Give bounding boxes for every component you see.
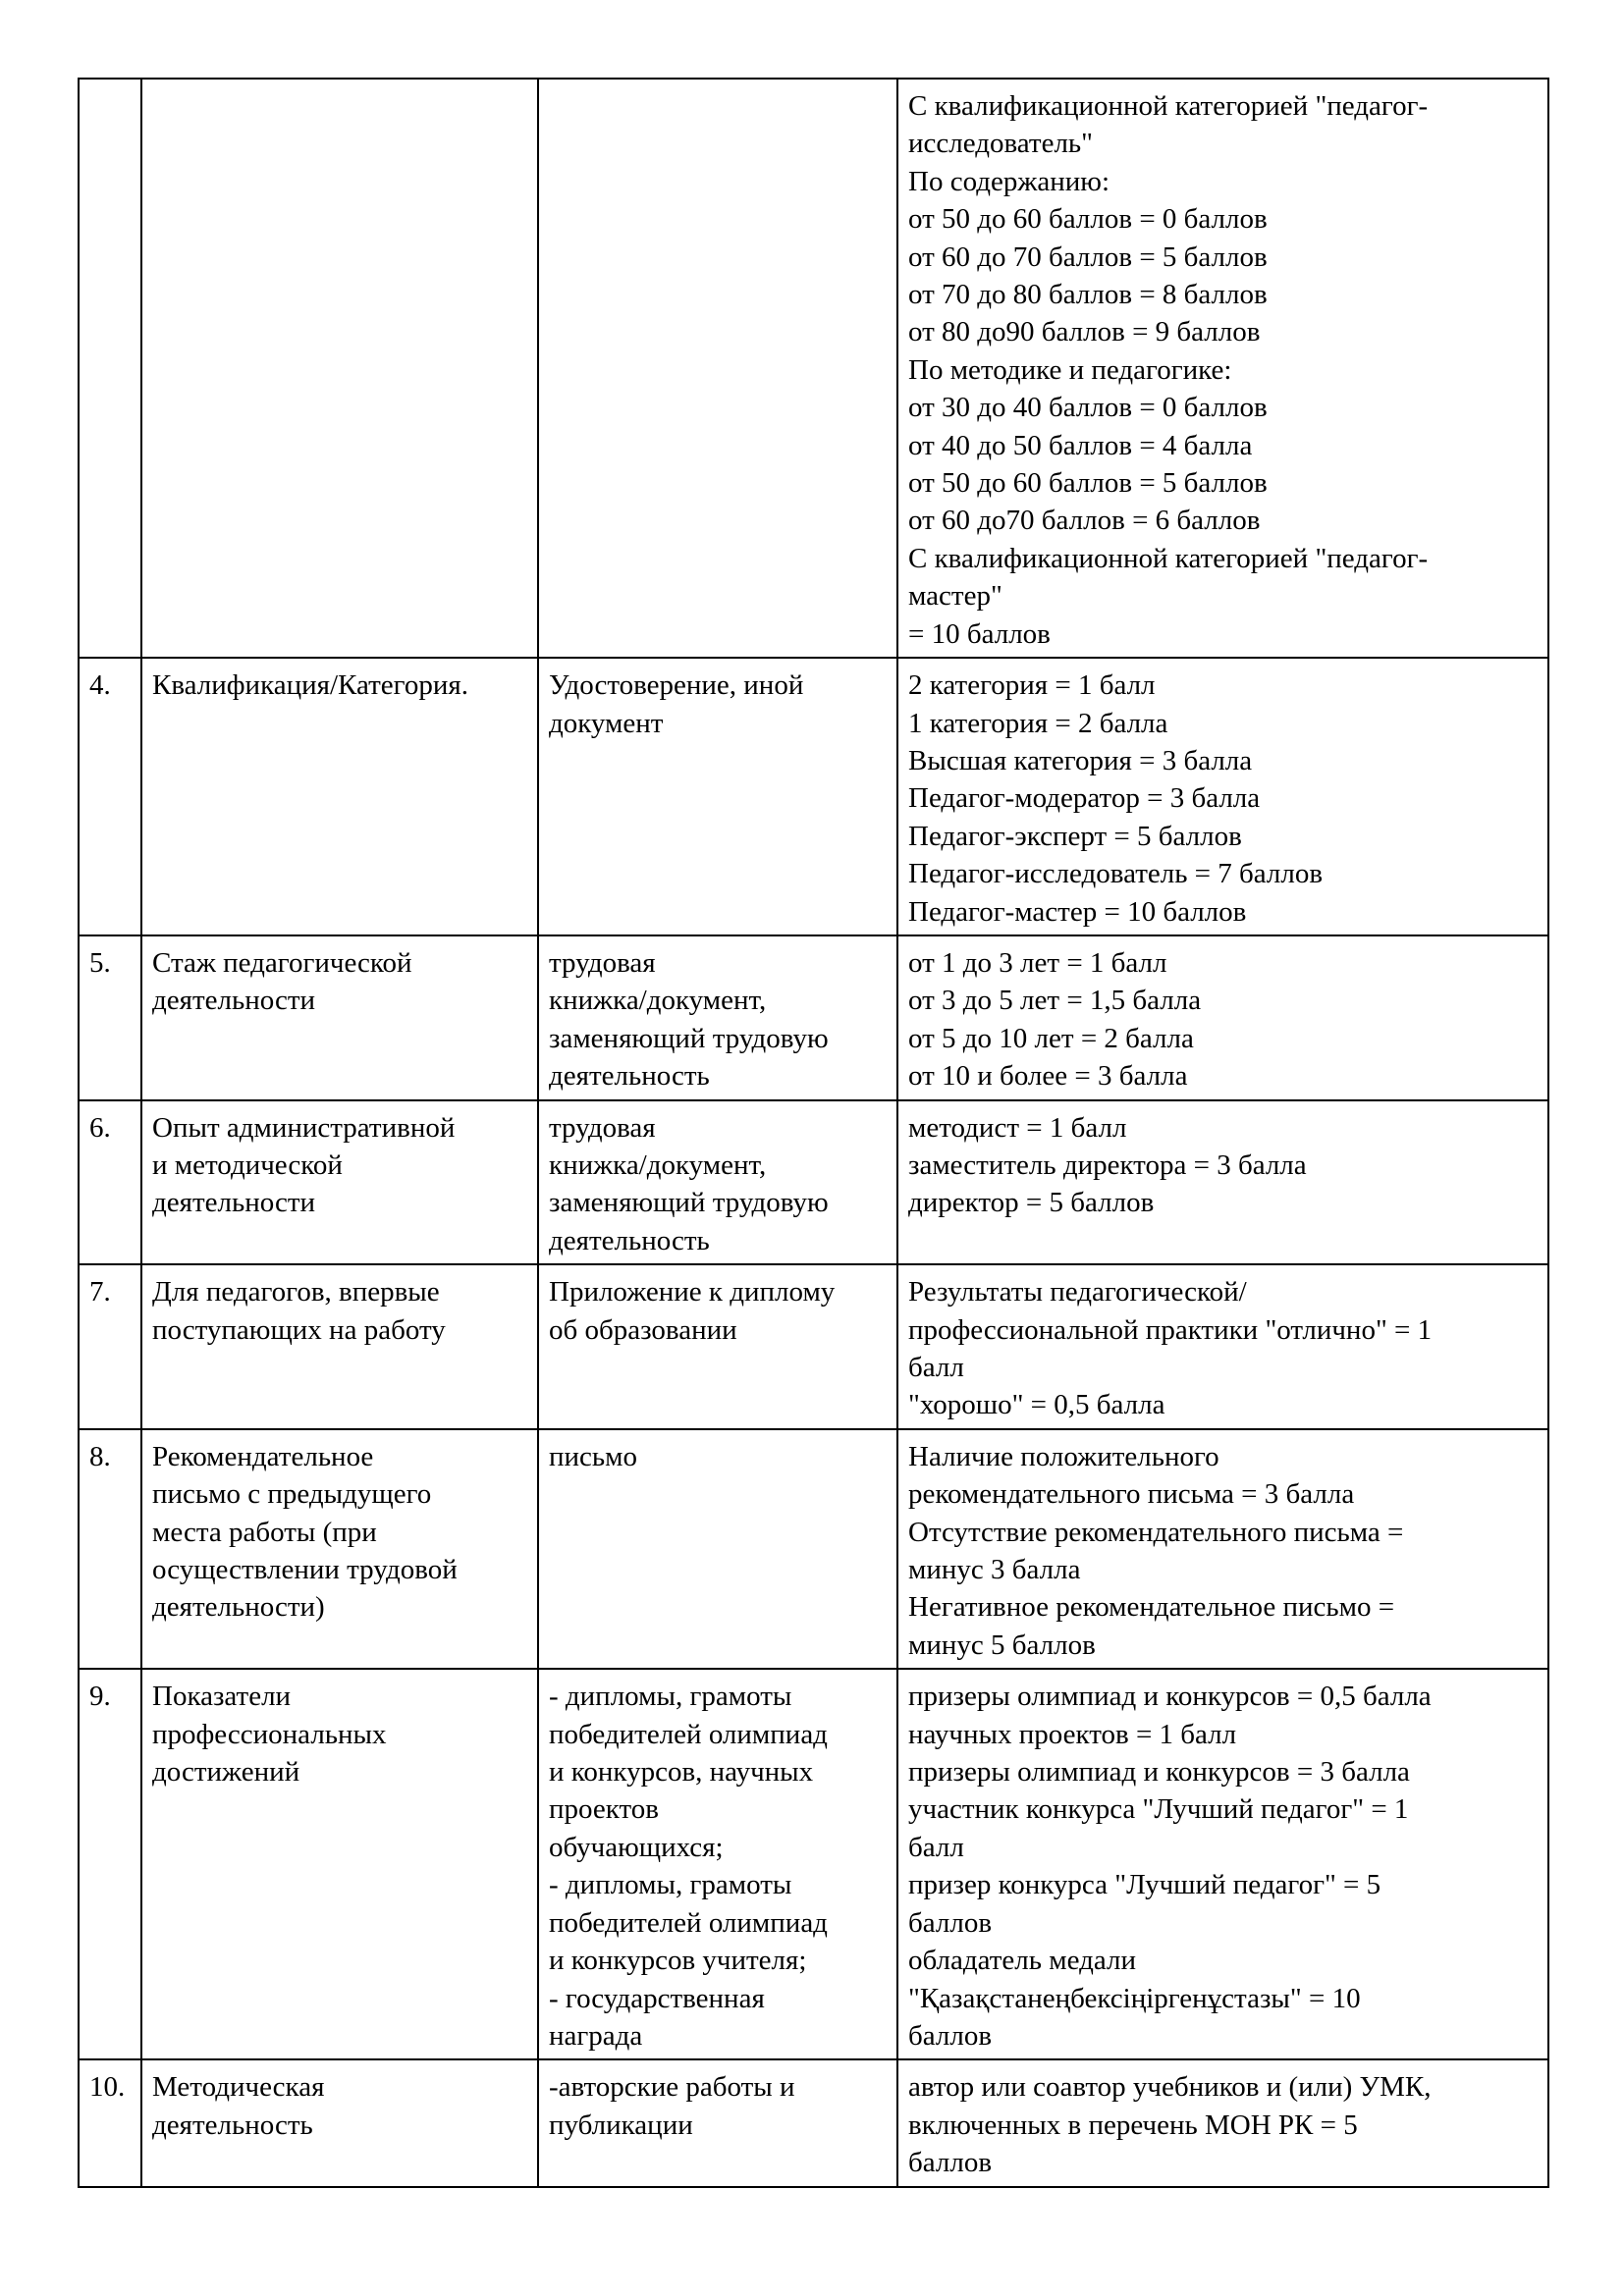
row-number-cell [79,2059,141,2186]
document-line: -авторские работы и [549,2071,795,2104]
score-line: исследователь" [908,128,1093,160]
score-line: Педагог-модератор = 3 балла [908,782,1261,815]
document-line: награда [549,2019,643,2052]
document-line: победителей олимпиад [549,1906,828,1939]
document-line: трудовая [549,946,656,979]
document-cell [538,935,897,1100]
scores-cell [897,1429,1548,1669]
score-line: от 40 до 50 баллов = 4 балла [908,429,1253,461]
document-line: и конкурсов учителя; [549,1945,807,1977]
score-line: Негативное рекомендательное письмо = [908,1591,1395,1624]
criterion-line: письмо с предыдущего [152,1478,432,1511]
criterion-line: деятельности [152,985,316,1017]
criterion-cell [141,1100,538,1265]
document-cell [538,658,897,935]
criterion-cell [141,1264,538,1429]
document-line: книжка/документ, [549,985,767,1017]
row-number: 10. [89,2071,126,2104]
table-row [79,1669,1548,2059]
score-line: от 50 до 60 баллов = 0 баллов [908,203,1268,236]
row-number-cell [79,1429,141,1669]
document-line: деятельность [549,1224,710,1256]
document-line: и конкурсов, научных [549,1756,814,1789]
score-line: от 1 до 3 лет = 1 балл [908,946,1167,979]
score-line: баллов [908,2019,993,2052]
row-number: 9. [89,1681,111,1713]
row-number-cell [79,79,141,658]
scores-cell [897,2059,1548,2186]
criterion-line: поступающих на работу [152,1313,446,1346]
criterion-line: Стаж педагогической [152,946,412,979]
row-number: 6. [89,1111,111,1144]
table-row [79,1100,1548,1265]
score-line: Результаты педагогической/ [908,1276,1247,1308]
criteria-table-body [79,79,1548,2187]
criterion-line: и методической [152,1148,343,1181]
document-cell [538,1100,897,1265]
score-line: Высшая категория = 3 балла [908,744,1253,776]
score-line: Отсутствие рекомендательного письма = [908,1516,1404,1548]
document-line: об образовании [549,1313,737,1346]
score-line: По методике и педагогике: [908,353,1232,386]
score-line: автор или соавтор учебников и (или) УМК, [908,2071,1432,2104]
criterion-line: достижений [152,1756,300,1789]
document-line: проектов [549,1793,659,1826]
document-line: документ [549,707,664,739]
criterion-line: Опыт административной [152,1111,456,1144]
document-line: публикации [549,2109,693,2141]
criterion-cell [141,2059,538,2186]
score-line: баллов [908,2147,993,2179]
score-line: Педагог-исследователь = 7 баллов [908,858,1324,890]
score-line: "хорошо" = 0,5 балла [908,1389,1165,1421]
scores-cell [897,1264,1548,1429]
document-cell [538,1264,897,1429]
criterion-cell [141,79,538,658]
document-line: трудовая [549,1111,656,1144]
row-number-cell [79,935,141,1100]
criterion-line: Рекомендательное [152,1440,374,1472]
score-line: По содержанию: [908,165,1110,197]
criterion-line: профессиональных [152,1718,387,1750]
score-line: от 50 до 60 баллов = 5 баллов [908,467,1268,500]
scores-cell [897,658,1548,935]
criterion-line: деятельность [152,2109,313,2141]
score-line: участник конкурса "Лучший педагог" = 1 [908,1793,1409,1826]
table-row [79,79,1548,658]
row-number-cell [79,1264,141,1429]
criterion-line: места работы (при [152,1516,377,1548]
score-line: от 30 до 40 баллов = 0 баллов [908,392,1268,424]
document-cell [538,2059,897,2186]
document-line: Приложение к диплому [549,1276,836,1308]
score-line: минус 5 баллов [908,1629,1096,1661]
score-line: Педагог-эксперт = 5 баллов [908,820,1242,852]
scores-cell [897,79,1548,658]
score-line: С квалификационной категорией "педагог- [908,542,1429,574]
score-line: обладатель медали [908,1945,1136,1977]
score-line: призеры олимпиад и конкурсов = 3 балла [908,1756,1410,1789]
score-line: призер конкурса "Лучший педагог" = 5 [908,1869,1381,1901]
criterion-line: Методическая [152,2071,325,2104]
row-number: 4. [89,669,111,702]
document-cell [538,79,897,658]
document-line: - государственная [549,1982,765,2014]
row-number-cell [79,1100,141,1265]
criterion-cell [141,1669,538,2059]
document-cell [538,1669,897,2059]
document-line: - дипломы, грамоты [549,1869,792,1901]
score-line: профессиональной практики "отлично" = 1 [908,1313,1433,1346]
score-line: Наличие положительного [908,1440,1219,1472]
document-line: деятельность [549,1060,710,1093]
criterion-line: осуществлении трудовой [152,1554,458,1586]
row-number: 7. [89,1276,111,1308]
score-line: 1 категория = 2 балла [908,707,1168,739]
score-line: С квалификационной категорией "педагог- [908,90,1429,122]
score-line: мастер" [908,580,1002,613]
table-row [79,935,1548,1100]
criterion-line: Для педагогов, впервые [152,1276,440,1308]
scores-cell [897,1100,1548,1265]
score-line: методист = 1 балл [908,1111,1127,1144]
criterion-line: Квалификация/Категория. [152,669,468,702]
row-number: 5. [89,946,111,979]
criteria-table [78,78,1549,2188]
row-number: 8. [89,1440,111,1472]
score-line: балл [908,1831,964,1863]
score-line: от 60 до70 баллов = 6 баллов [908,505,1261,537]
score-line: научных проектов = 1 балл [908,1718,1237,1750]
score-line: баллов [908,1906,993,1939]
table-row [79,1264,1548,1429]
document-line: Удостоверение, иной [549,669,804,702]
row-number-cell [79,1669,141,2059]
score-line: от 10 и более = 3 балла [908,1060,1188,1093]
document-cell [538,1429,897,1669]
document-line: - дипломы, грамоты [549,1681,792,1713]
document-line: заменяющий трудовую [549,1187,829,1219]
criterion-line: деятельности) [152,1591,325,1624]
scores-cell [897,1669,1548,2059]
criterion-cell [141,935,538,1100]
score-line: от 3 до 5 лет = 1,5 балла [908,985,1202,1017]
score-line: от 70 до 80 баллов = 8 баллов [908,279,1268,311]
document-line: книжка/документ, [549,1148,767,1181]
document-line: письмо [549,1440,637,1472]
table-row [79,2059,1548,2186]
score-line: включенных в перечень МОН РК = 5 [908,2109,1358,2141]
score-line: "Қазақстанеңбексіңіргенұстазы" = 10 [908,1982,1361,2014]
table-row [79,1429,1548,1669]
score-line: 2 категория = 1 балл [908,669,1156,702]
document-line: победителей олимпиад [549,1718,828,1750]
score-line: от 60 до 70 баллов = 5 баллов [908,240,1268,273]
document-line: заменяющий трудовую [549,1022,829,1054]
score-line: директор = 5 баллов [908,1187,1155,1219]
row-number-cell [79,658,141,935]
criterion-cell [141,1429,538,1669]
criterion-line: деятельности [152,1187,316,1219]
score-line: заместитель директора = 3 балла [908,1148,1307,1181]
table-row [79,658,1548,935]
criterion-line: Показатели [152,1681,292,1713]
score-line: балл [908,1352,964,1383]
score-line: = 10 баллов [908,617,1051,650]
document-line: обучающихся; [549,1831,724,1863]
score-line: минус 3 балла [908,1554,1081,1586]
score-line: рекомендательного письма = 3 балла [908,1478,1355,1511]
criterion-cell [141,658,538,935]
score-line: Педагог-мастер = 10 баллов [908,895,1247,928]
score-line: призеры олимпиад и конкурсов = 0,5 балла [908,1681,1432,1713]
score-line: от 80 до90 баллов = 9 баллов [908,316,1261,348]
score-line: от 5 до 10 лет = 2 балла [908,1022,1194,1054]
scores-cell [897,935,1548,1100]
